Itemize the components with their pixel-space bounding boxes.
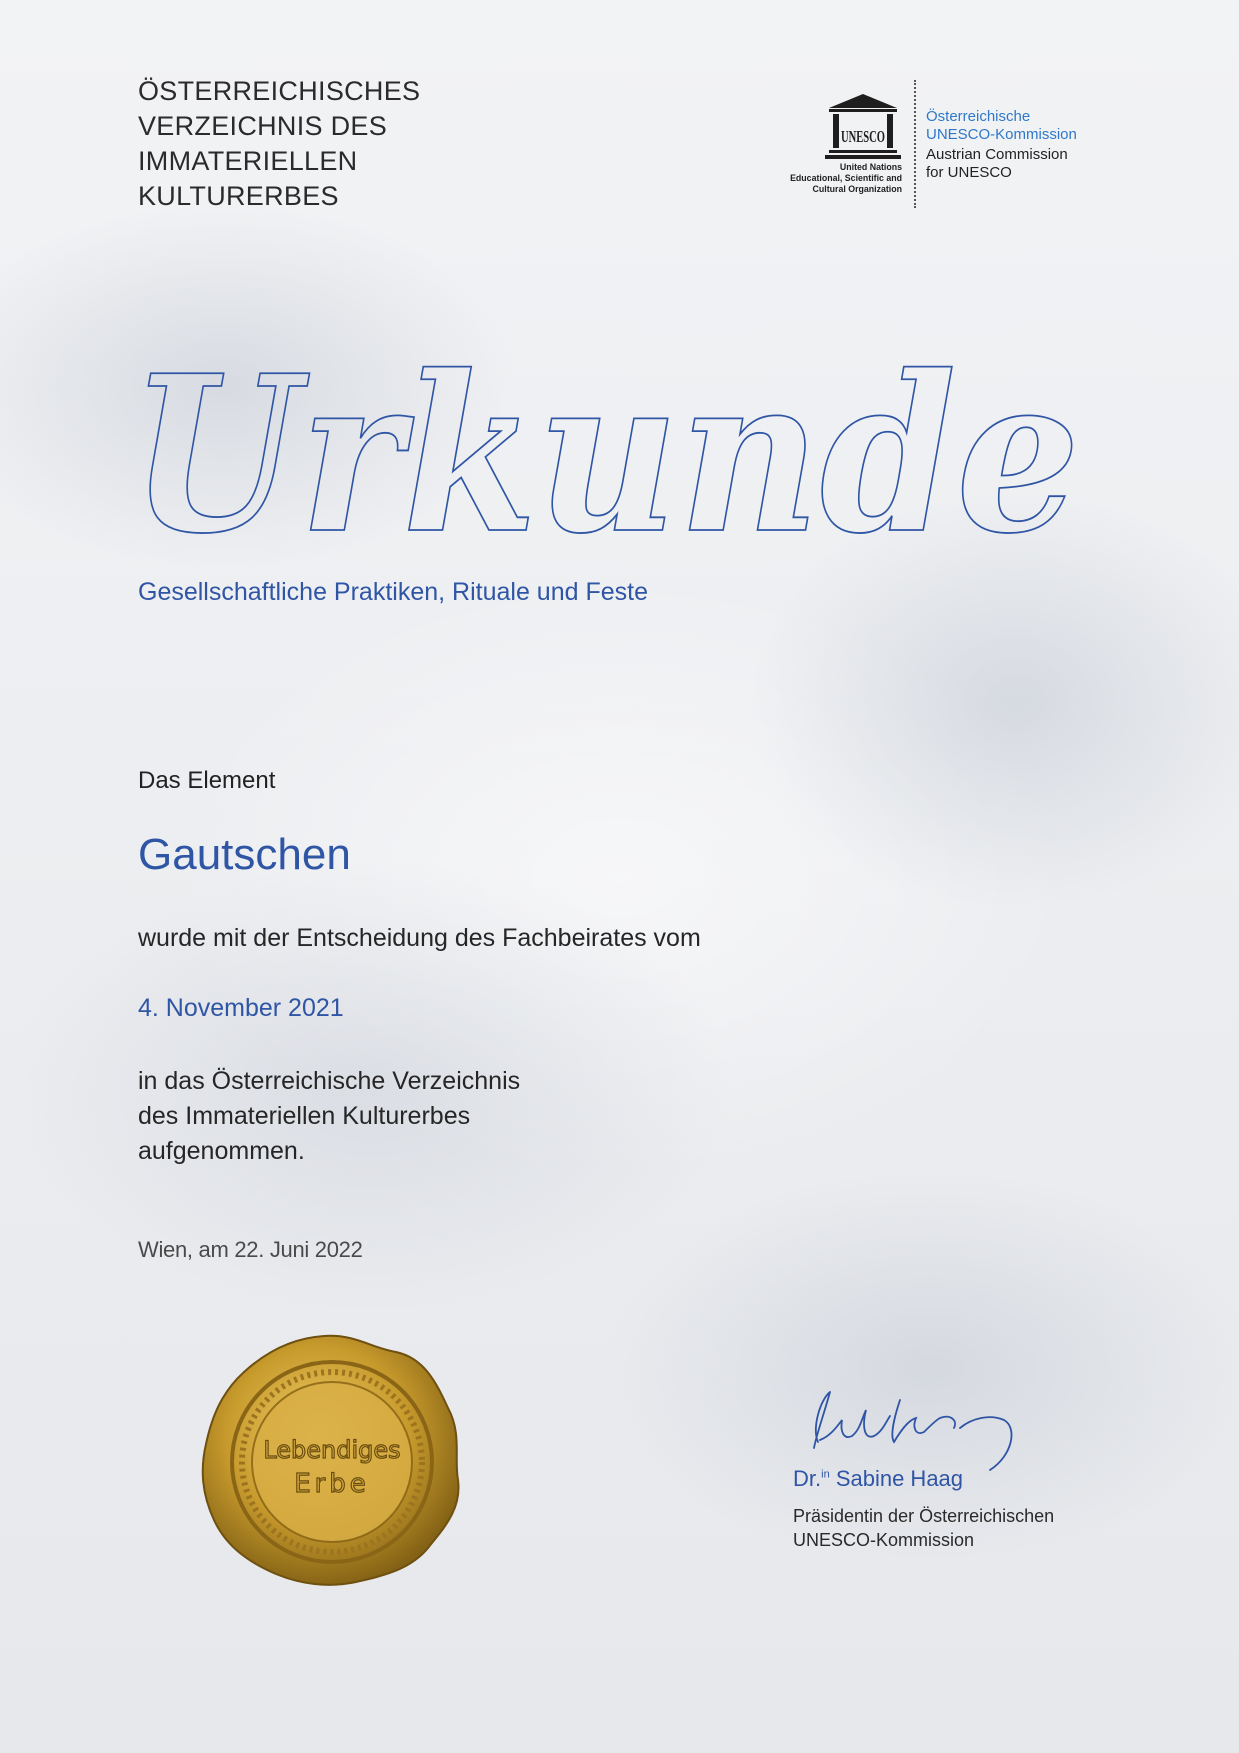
unesco-temple-logo	[825, 92, 901, 162]
registry-title	[138, 74, 538, 214]
registry-title-line: KULTURERBES	[138, 181, 339, 211]
certificate-heading	[130, 328, 1090, 581]
decision-text: wurde mit der Entscheidung des Fachbeirates vom	[138, 924, 701, 952]
un-caption-line: Educational, Scientific and	[790, 173, 902, 183]
unesco-logo-text: UNESCO	[841, 127, 885, 146]
inclusion-line: aufgenommen.	[138, 1137, 305, 1165]
seal-text-line: Lebendiges	[263, 1436, 401, 1464]
signer-title: Dr.	[793, 1466, 822, 1491]
signer-name	[793, 1466, 963, 1492]
commission-de-line: UNESCO-Kommission	[926, 126, 1077, 143]
registry-title-line: VERZEICHNIS DES	[138, 111, 388, 141]
commission-en-line: for UNESCO	[926, 164, 1012, 181]
inclusion-text	[138, 1064, 738, 1169]
category-subtitle: Gesellschaftliche Praktiken, Rituale und Feste	[138, 578, 648, 606]
signer-role-line: UNESCO-Kommission	[793, 1530, 975, 1550]
commission-en-line: Austrian Commission	[926, 146, 1068, 163]
wax-seal	[196, 1330, 466, 1590]
inclusion-line: des Immateriellen Kulturerbes	[138, 1102, 471, 1130]
seal-text-line: Erbe	[294, 1469, 370, 1499]
registry-title-line: ÖSTERREICHISCHES	[138, 76, 421, 106]
decision-date: 4. November 2021	[138, 994, 344, 1022]
inclusion-line: in das Österreichische Verzeichnis	[138, 1067, 521, 1095]
logo-divider	[914, 80, 916, 208]
un-caption	[780, 162, 902, 195]
commission-name	[926, 108, 1126, 182]
place-date: Wien, am 22. Juni 2022	[138, 1237, 363, 1262]
unesco-logo-block	[780, 80, 1100, 210]
signer-fullname: Sabine Haag	[835, 1466, 964, 1491]
intro-text: Das Element	[138, 767, 276, 794]
signer-role	[793, 1504, 1054, 1552]
signer-role-line: Präsidentin der Österreichischen	[793, 1506, 1055, 1526]
certificate-heading-text: Urkunde	[130, 328, 1080, 581]
element-name: Gautschen	[138, 830, 351, 879]
un-caption-line: Cultural Organization	[812, 184, 902, 194]
signature	[790, 1370, 1050, 1480]
commission-de-line: Österreichische	[926, 108, 1031, 125]
registry-title-line: IMMATERIELLEN	[138, 146, 358, 176]
signer-title-suffix: in	[821, 1468, 830, 1481]
un-caption-line: United Nations	[839, 162, 902, 172]
